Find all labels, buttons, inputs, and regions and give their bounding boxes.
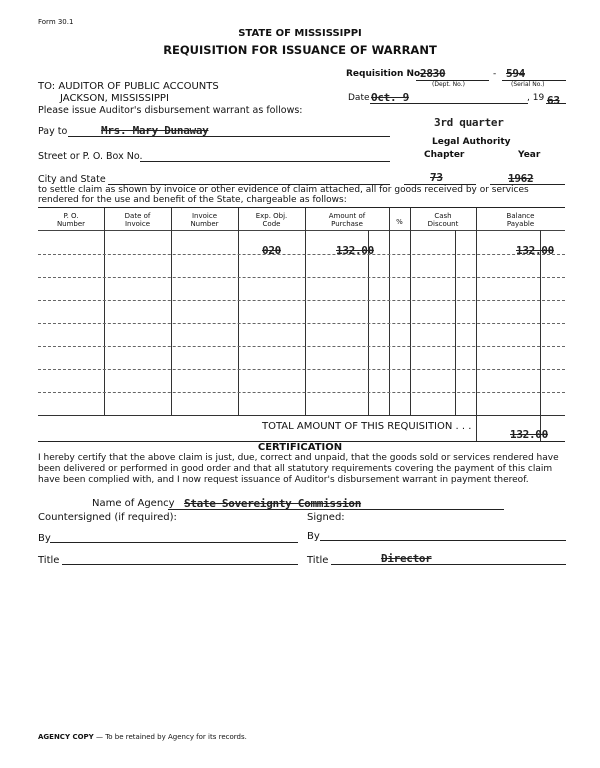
- date-label: Date: [348, 93, 370, 103]
- title-label-right: Title: [307, 555, 329, 566]
- street-line: [140, 161, 390, 162]
- footer-agency-copy: AGENCY COPY: [38, 733, 94, 741]
- signed-label: Signed:: [307, 512, 345, 523]
- row1-amount: 132.00: [336, 244, 374, 257]
- header-cash-discount: Cash Discount: [427, 212, 459, 228]
- table-col-divider: [104, 208, 105, 415]
- title-value: Director: [381, 552, 432, 565]
- title-line-right: [331, 564, 566, 565]
- to-city: JACKSON, MISSISSIPPI: [60, 93, 169, 104]
- table-col-divider: [238, 208, 239, 415]
- row1-balance: 132.00: [516, 244, 554, 257]
- header-balance-payable: Balance Payable: [506, 212, 535, 228]
- table-col-divider: [305, 208, 306, 415]
- to-auditor: TO: AUDITOR OF PUBLIC ACCOUNTS: [38, 81, 219, 92]
- header-exp-obj-code: Exp. Obj. Code: [255, 212, 288, 228]
- table-col-divider: [476, 208, 477, 442]
- by-line-right: [320, 540, 566, 541]
- table-row-border: [38, 277, 565, 278]
- table-col-divider: [389, 208, 390, 415]
- header-invoice-number: Invoice Number: [190, 212, 219, 228]
- table-col-divider: [171, 208, 172, 415]
- legal-authority-heading: Legal Authority: [432, 137, 511, 147]
- city-state-label: City and State: [38, 174, 106, 185]
- table-row-border: [38, 300, 565, 301]
- header-po-number: P. O. Number: [56, 212, 86, 228]
- table-col-divider: [410, 208, 411, 415]
- quarter-value: 3rd quarter: [434, 116, 504, 129]
- dept-no-value: 2830: [420, 67, 446, 80]
- by-line-left: [50, 542, 298, 543]
- table-bottom-border: [38, 415, 565, 416]
- dept-no-caption: (Dept. No.): [432, 81, 465, 88]
- table-row-border: [38, 323, 565, 324]
- header-date-of-invoice: Date of Invoice: [124, 212, 151, 228]
- total-value: 132.00: [510, 428, 548, 441]
- year-prefix: , 19: [527, 93, 545, 103]
- agency-value: State Sovereignty Commission: [184, 497, 362, 510]
- legal-year-value: 1962: [508, 172, 534, 185]
- page-title: REQUISITION FOR ISSUANCE OF WARRANT: [163, 43, 437, 57]
- by-label-right: By: [307, 531, 320, 542]
- date-value: Oct. 9: [371, 91, 409, 104]
- pay-to-value: Mrs. Mary Dunaway: [101, 124, 209, 137]
- instruction-text: Please issue Auditor's disbursement warrant as follows:: [38, 105, 303, 116]
- table-row-border: [38, 346, 565, 347]
- pay-to-label: Pay to: [38, 126, 68, 137]
- table-row-border: [38, 392, 565, 393]
- table-top-border: [38, 207, 565, 208]
- requisition-label: Requisition No.: [346, 69, 424, 79]
- year-value: 63: [547, 94, 560, 107]
- certification-text: I hereby certify that the above claim is just, due, correct and unpaid, that the goods sold or services rendered have been delivered or performed in good order and that all statutory requirements covering the payment of this claim have been complied with, and I now request issuance of Auditor's disbursement warrant in payment thereof.: [38, 453, 559, 485]
- row1-exp-code: 020: [262, 244, 281, 257]
- table-col-divider: [540, 230, 541, 442]
- street-label: Street or P. O. Box No.: [38, 151, 143, 162]
- table-header-border: [38, 230, 565, 231]
- countersigned-label: Countersigned (if required):: [38, 512, 177, 523]
- footer-retain-text: — To be retained by Agency for its records.: [95, 733, 247, 741]
- requisition-dash: -: [493, 69, 497, 79]
- legal-year-label: Year: [518, 150, 541, 160]
- state-title: STATE OF MISSISSIPPI: [238, 28, 362, 39]
- chapter-value: 73: [430, 171, 443, 184]
- footer-note: [38, 733, 247, 741]
- title-line-left: [62, 564, 298, 565]
- agency-label: Name of Agency: [92, 498, 175, 509]
- header-amount-of-purchase: Amount of Purchase: [328, 212, 366, 228]
- table-row-border: [38, 369, 565, 370]
- total-label: TOTAL AMOUNT OF THIS REQUISITION . . .: [262, 421, 472, 432]
- header-percent: %: [396, 218, 403, 226]
- settle-text: to settle claim as shown by invoice or other evidence of claim attached, all for goods received by or services rendered for the use and benefit of the State, chargeable as follows:: [38, 185, 529, 205]
- form-number: Form 30.1: [38, 18, 74, 26]
- by-label-left: By: [38, 533, 51, 544]
- chapter-label: Chapter: [424, 150, 465, 160]
- serial-no-value: 594: [506, 67, 525, 80]
- certification-heading: CERTIFICATION: [257, 442, 343, 453]
- title-label-left: Title: [38, 555, 60, 566]
- table-row-border: [38, 254, 565, 255]
- serial-no-caption: (Serial No.): [511, 81, 545, 88]
